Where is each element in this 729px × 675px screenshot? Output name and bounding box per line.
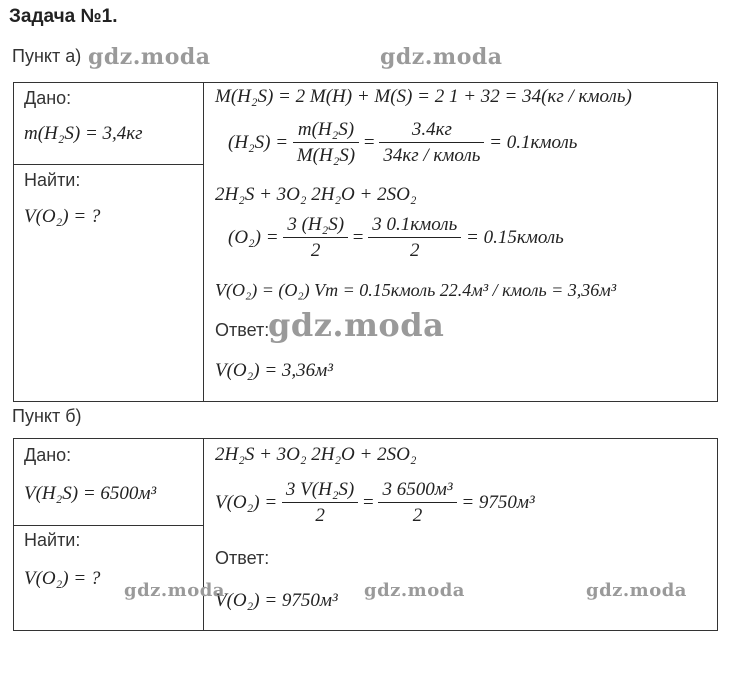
fraction-denominator: M(H₂S) [296, 145, 356, 166]
part-a-divider-vertical [203, 82, 204, 402]
watermark: gdz.moda [268, 306, 445, 344]
part-b-answer-value: V(O₂) = 9750м³ [215, 590, 338, 611]
part-a-molar-mass-line: M(H₂S) = 2 M(H) + M(S) = 2 1 + 32 = 34(кг / кмоль) [215, 86, 632, 107]
part-a-divider-horizontal [13, 164, 203, 165]
part-b-table [13, 438, 718, 631]
part-a-amount-fraction-2 [379, 118, 484, 169]
part-a-reaction-equation: 2H₂S + 3O₂ 2H₂O + 2SO₂ [215, 184, 417, 205]
watermark: gdz.moda [380, 44, 503, 70]
part-a-oxygen-amount-equation: (O₂) = $\frac{\text{3 (H₂S)}}{2}$ = $\frac{\text{3 0.1кмоль}}{2}$ = 0.15кмоль [228, 213, 564, 264]
fraction-denominator: 2 [412, 505, 423, 526]
fraction-denominator: 2 [310, 240, 321, 261]
watermark: gdz.moda [586, 580, 687, 601]
part-a-amount-result: = 0.1кмоль [489, 131, 578, 153]
fraction-numerator: 3 V(H₂S) [282, 478, 358, 503]
watermark: gdz.moda [124, 580, 225, 601]
fraction-numerator: 3 6500м³ [378, 478, 456, 503]
part-b-volume-fraction-2 [378, 478, 456, 529]
part-a-find-value: V(O₂) = ? [24, 206, 101, 227]
part-b-volume-equation: V(O₂) = $\frac{\text{3 V(H₂S)}}{2}$ = $\frac{\text{3 6500м³}}{2}$ = 9750м³ [215, 478, 535, 529]
part-b-reaction-equation: 2H₂S + 3O₂ 2H₂O + 2SO₂ [215, 444, 417, 465]
part-a-find-label: Найти: [24, 170, 81, 190]
part-b-volume-left: V(O₂) = [215, 491, 278, 513]
fraction-denominator: 2 [315, 505, 325, 526]
part-b-divider-vertical [203, 438, 204, 631]
fraction-numerator: m(H₂S) [293, 118, 359, 143]
fraction-numerator: 3.4кг [379, 118, 484, 143]
fraction-denominator: 34кг / кмоль [383, 145, 481, 166]
part-b-find-label: Найти: [24, 530, 81, 550]
part-a-answer-value: V(O₂) = 3,36м³ [215, 360, 333, 381]
part-a-heading: Пункт а) [12, 46, 82, 66]
part-b-volume-fraction-1 [282, 478, 358, 529]
part-a-given-label: Дано: [24, 88, 72, 108]
fraction-numerator: 3 (H₂S) [283, 213, 348, 238]
part-b-given-value: V(H₂S) = 6500м³ [24, 483, 157, 504]
part-b-volume-result: = 9750м³ [461, 491, 535, 513]
part-a-answer-label: Ответ: [215, 320, 270, 340]
page-title: Задача №1. [9, 6, 118, 27]
part-b-answer-label: Ответ: [215, 548, 270, 568]
fraction-denominator: 2 [410, 240, 420, 261]
part-a-oxygen-left: (O₂) = [228, 226, 279, 248]
watermark: gdz.moda [364, 580, 465, 601]
part-a-oxygen-fraction-1 [283, 213, 348, 264]
part-a-amount-fraction-1 [293, 118, 359, 169]
part-a-given-value: m(H₂S) = 3,4кг [24, 123, 143, 144]
part-b-given-label: Дано: [24, 445, 72, 465]
fraction-numerator: 3 0.1кмоль [368, 213, 461, 238]
part-a-volume-line: V(O₂) = (O₂) Vm = 0.15кмоль 22.4м³ / кмоль = 3,36м³ [215, 280, 617, 300]
part-a-amount-left: (H₂S) = [228, 131, 289, 153]
part-b-divider-horizontal [13, 525, 203, 526]
part-b-find-value: V(O₂) = ? [24, 568, 101, 589]
watermark: gdz.moda [88, 44, 211, 70]
part-a-amount-equation: (H₂S) = $\frac{\text{m(H₂S)}}{\text{M(H₂S)}}$ = $\frac{3.4кг}{\text{34кг / кмоль}}$ = 0.1кмоль [228, 118, 577, 169]
part-a-oxygen-result: = 0.15кмоль [466, 226, 564, 248]
part-b-heading: Пункт б) [12, 406, 82, 426]
part-a-oxygen-fraction-2 [368, 213, 461, 264]
